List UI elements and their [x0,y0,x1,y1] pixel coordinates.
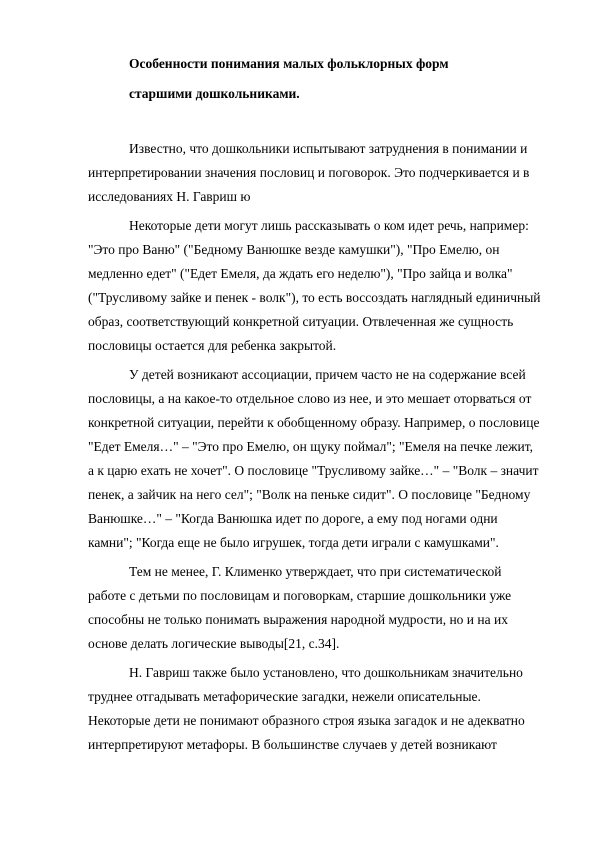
body-line: "Это про Ваню" ("Бедному Ванюшке везде камушки"), "Про Емелю, он [88,242,500,257]
body-line: основе делать логические выводы[21, с.34]. [88,636,340,651]
body-line: Известно, что дошкольники испытывают затруднения в понимании и [129,141,528,156]
body-line: исследованиях Н. Гавриш ю [88,189,251,204]
body-line: труднее отгадывать метафорические загадки, нежели описательные. [88,689,481,704]
body-line: конкретной ситуации, перейти к обобщенному образу. Например, о пословице [88,415,540,430]
body-line: Н. Гавриш также было установлено, что дошкольникам значительно [129,665,523,680]
body-line: медленно едет" ("Едет Емеля, да ждать его неделю"), "Про зайца и волка" [88,266,513,281]
body-line: камни"; "Когда еще не было игрушек, тогда дети играли с камушками". [88,535,499,550]
body-line: пословицы, а на какое-то отдельное слово из нее, и это мешает оторваться от [88,391,532,406]
body-line: пенек, а зайчик на него сел"; "Волк на пеньке сидит". О пословице "Бедному [88,487,531,502]
body-line: Некоторые дети могут лишь рассказывать о ком идет речь, например: [129,218,529,233]
body-line: ("Трусливому зайке и пенек - волк"), то есть воссоздать наглядный единичный [88,290,541,305]
body-line: пословицы остается для ребенка закрытой. [88,338,337,353]
body-line: а к царю ехать не хочет". О пословице "Трусливому зайке…" – "Волк – значит [88,463,539,478]
body-line: интерпретируют метафоры. В большинстве случаев у детей возникают [88,737,497,752]
body-line: "Едет Емеля…" – "Это про Емелю, он щуку поймал"; "Емеля на печке лежит, [88,439,533,454]
body-line: интерпретировании значения пословиц и поговорок. Это подчеркивается и в [88,165,530,180]
document-title-line-2: старшими дошкольниками. [129,86,300,101]
body-line: Ванюшке…" – "Когда Ванюшка идет по дороге, а ему под ногами одни [88,511,498,526]
body-line: У детей возникают ассоциации, причем часто не на содержание всей [129,367,526,382]
body-line: Некоторые дети не понимают образного строя языка загадок и не адекватно [88,713,525,728]
body-line: способны не только понимать выражения народной мудрости, но и на их [88,612,508,627]
body-line: образ, соответствующий конкретной ситуации. Отвлеченная же сущность [88,314,514,329]
body-line: Тем не менее, Г. Клименко утверждает, что при систематической [129,564,502,579]
body-line: работе с детьми по пословицам и поговоркам, старшие дошкольники уже [88,588,512,603]
document-title-line-1: Особенности понимания малых фольклорных форм [129,56,449,71]
